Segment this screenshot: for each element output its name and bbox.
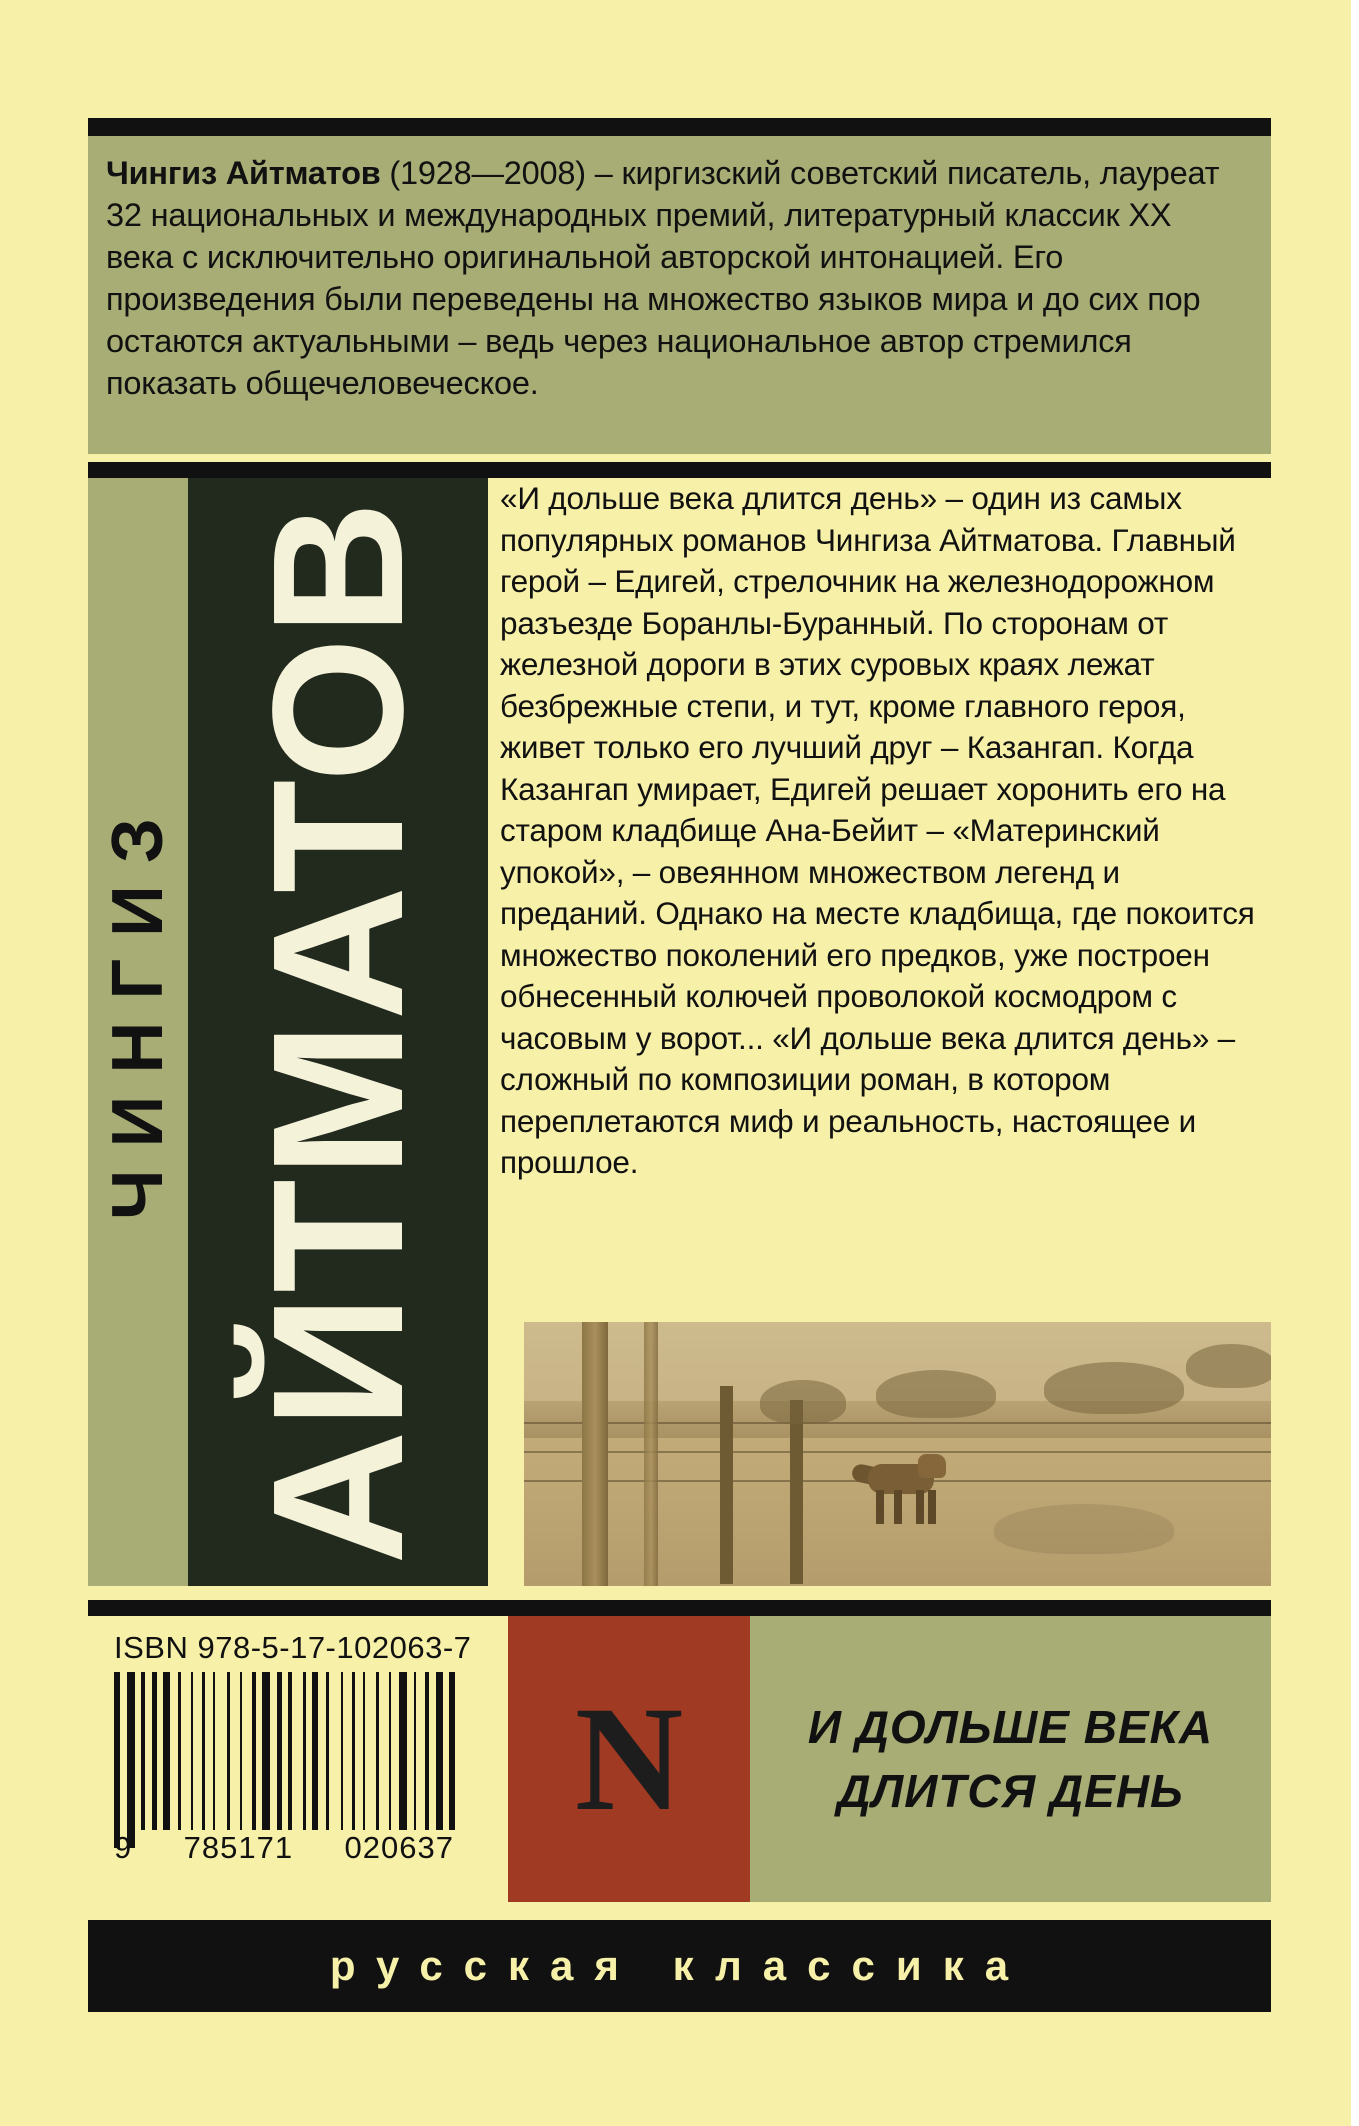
photo-fox-leg xyxy=(876,1490,884,1524)
author-bio-block xyxy=(88,136,1271,454)
book-title-line-1: И ДОЛЬШЕ ВЕКА xyxy=(807,1701,1214,1753)
isbn-block xyxy=(88,1616,476,1902)
barcode xyxy=(114,1672,454,1852)
page-edge xyxy=(1351,0,1359,2126)
series-bar xyxy=(88,1920,1271,2012)
author-bio-name: Чингиз Айтматов xyxy=(106,155,381,191)
publisher-logo-block xyxy=(508,1616,750,1902)
photo-fox-leg xyxy=(928,1490,936,1524)
barcode-digit-group: 020637 xyxy=(344,1830,454,1865)
top-divider-rule xyxy=(88,118,1271,136)
author-firstname-panel xyxy=(88,478,188,1586)
author-bio-body: – киргизский советский писатель, лауреат 32 национальных и международных премий, литературный классик XX века с исключительно оригинальной авторской интонацией. Его произведения были переведены на множество языков мира и до сих пор остаются актуальными – ведь через национальное автор стремился показать общечеловеческое. xyxy=(106,155,1220,401)
photo-bush xyxy=(1186,1344,1271,1388)
author-lastname-panel xyxy=(188,478,488,1586)
bottom-divider-rule xyxy=(88,1600,1271,1616)
book-title-block xyxy=(750,1616,1271,1902)
photo-bush xyxy=(994,1504,1174,1554)
author-bio-years: (1928—2008) xyxy=(389,155,586,191)
barcode-digits xyxy=(114,1830,454,1866)
photo-fence-board xyxy=(644,1322,658,1586)
bio-divider-rule xyxy=(88,462,1271,478)
photo-bush xyxy=(760,1380,846,1424)
isbn-text: ISBN 978-5-17-102063-7 xyxy=(114,1630,472,1665)
author-lastname-text: АЙТМАТОВ xyxy=(234,499,442,1565)
cover-photo xyxy=(524,1322,1271,1586)
barcode-digit-group: 9 xyxy=(114,1830,133,1865)
photo-bush xyxy=(1044,1362,1184,1414)
photo-fox-leg xyxy=(894,1490,902,1524)
book-annotation-text: «И дольше века длится день» – один из самых популярных романов Чингиза Айтматова. Главный герой – Едигей, стрелочник на железнодорожном разъезде Боранлы-Буранный. По сторонам от железной дороги в этих суровых краях лежат безбрежные степи, и тут, кроме главного героя, живет только его лучший друг – Казангап. Когда Казангап умирает, Едигей решает хоронить его на старом кладбище Ана-Бейит – «Материнский упокой», – овеянном множеством легенд и преданий. Однако на месте кладбища, где покоится множество поколений его предков, уже построен обнесенный колючей проволокой космодром с часовым у ворот... «И дольше века длится день» – сложный по композиции роман, в котором переплетаются миф и реальность, настоящее и прошлое. xyxy=(500,480,1255,1180)
photo-fence-post xyxy=(720,1386,733,1584)
author-firstname-text: ЧИНГИЗ xyxy=(98,796,178,1221)
series-name: русская классика xyxy=(329,1942,1030,1989)
photo-bush xyxy=(876,1370,996,1418)
author-bio-text xyxy=(106,152,1246,404)
book-title-line-2: ДЛИТСЯ ДЕНЬ xyxy=(837,1765,1184,1817)
photo-fox-head xyxy=(918,1454,946,1478)
photo-fence-board xyxy=(582,1322,608,1586)
photo-fox-leg xyxy=(916,1490,924,1524)
photo-fence-wire xyxy=(524,1422,1271,1424)
photo-fence-post xyxy=(790,1400,803,1584)
barcode-digit-group: 785171 xyxy=(183,1830,294,1865)
publisher-logo-icon: N xyxy=(574,1676,684,1842)
photo-fox xyxy=(854,1440,960,1532)
